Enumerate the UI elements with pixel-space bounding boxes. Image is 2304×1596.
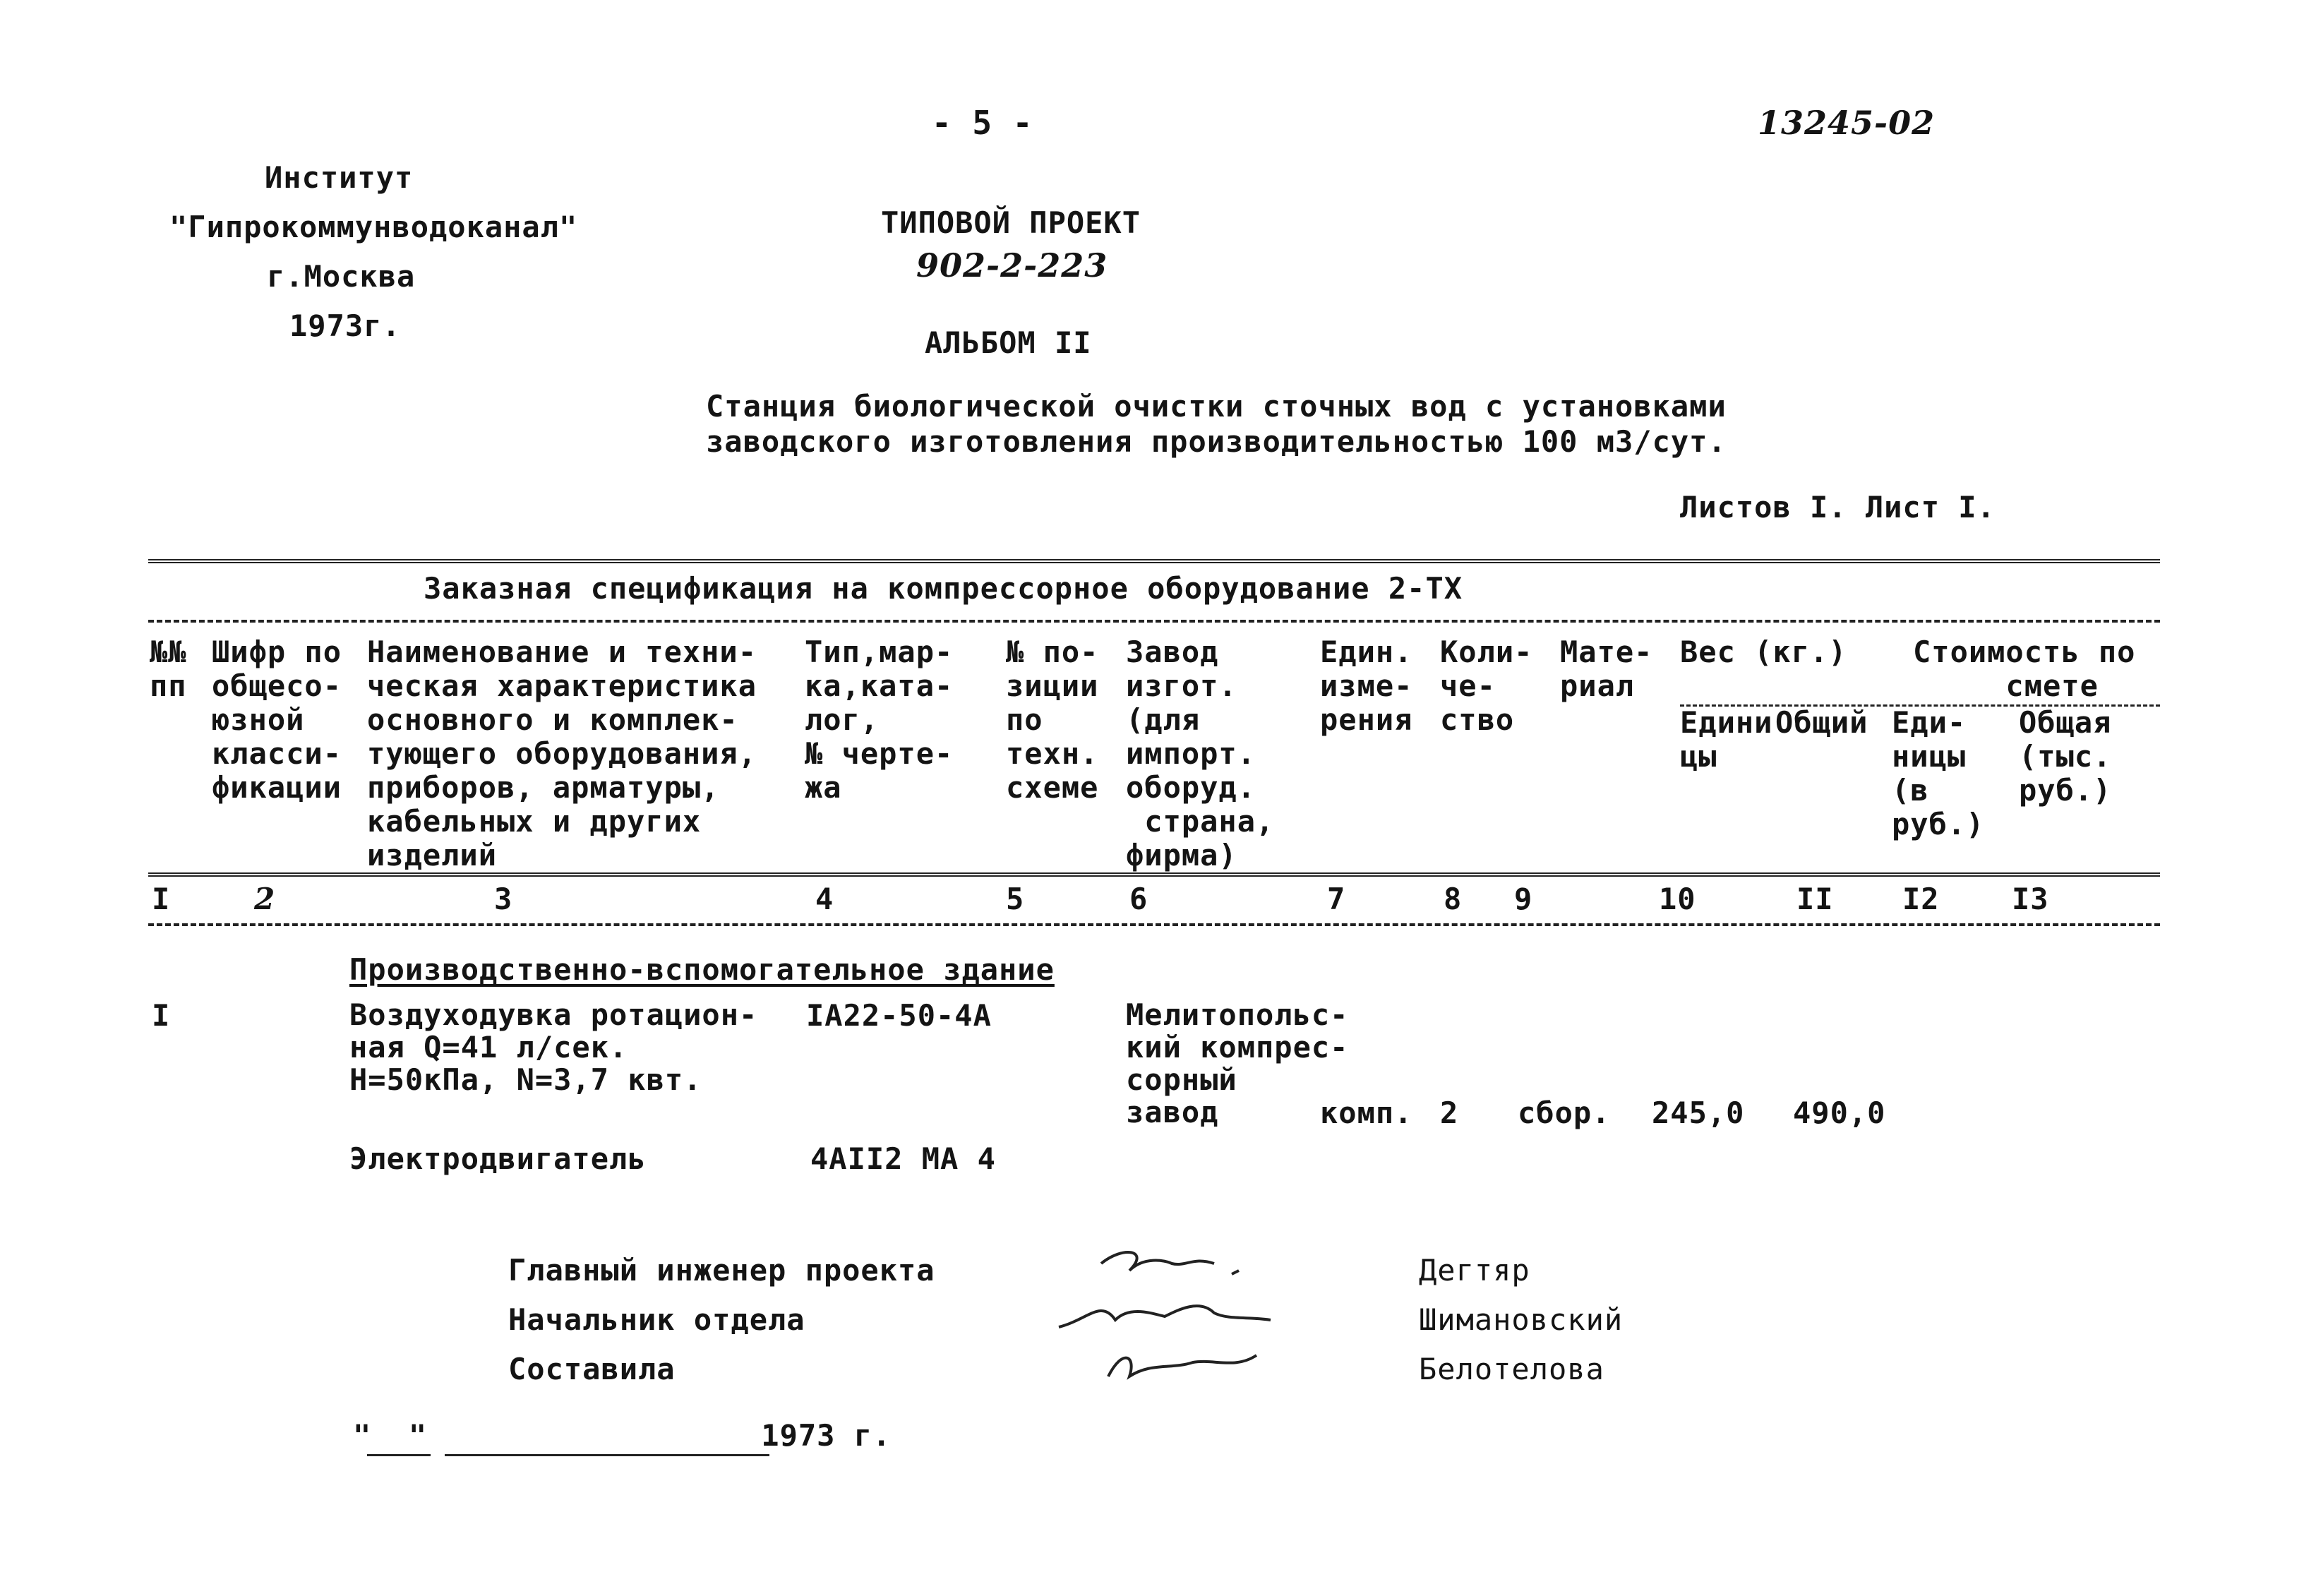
name-chief-engineer: Дегтяр xyxy=(1419,1253,1530,1288)
row-type: IА22-50-4А xyxy=(806,998,992,1033)
date-day-blank xyxy=(367,1454,431,1456)
motor-name: Электродвигатель xyxy=(349,1141,647,1176)
col-number: 10 xyxy=(1659,882,1696,916)
col-header-cost-unit: Еди- ницы (в руб.) xyxy=(1892,705,1985,841)
col-number: 9 xyxy=(1514,882,1533,916)
project-label: ТИПОВОЙ ПРОЕКТ xyxy=(881,205,1141,240)
role-department-head: Начальник отдела xyxy=(508,1302,805,1337)
col-number: 4 xyxy=(815,882,834,916)
name-department-head: Шимановский xyxy=(1419,1302,1624,1337)
row-weight-unit: 245,0 xyxy=(1652,1096,1745,1130)
col-number: 7 xyxy=(1327,882,1346,916)
col-number: I3 xyxy=(2012,882,2049,916)
title-line-1: Станция биологической очистки сточных вод с установками xyxy=(706,389,1727,424)
signature-date: " " 1973 г. xyxy=(353,1418,892,1453)
date-month-blank xyxy=(445,1454,769,1456)
col-number: 3 xyxy=(494,882,513,916)
col-header-name: Наименование и техни- ческая характеристика основного и комплек- тующего оборудования, приборов, арматуры, кабельных и других изделий xyxy=(367,635,757,872)
institute-year: 1973г. xyxy=(289,308,401,343)
sheets-info: Листов I. Лист I. xyxy=(1680,490,1996,524)
institute-label: Институт xyxy=(265,160,414,195)
role-chief-engineer: Главный инженер проекта xyxy=(508,1253,935,1288)
table-top-rule xyxy=(148,559,2160,563)
col-header-weight-unit: Единицы xyxy=(1680,705,1773,774)
title-line-2: заводского изготовления производительностью 100 м3/сут. xyxy=(706,424,1727,459)
col-header-code: Шифр по общесо- юзной класси- фикации xyxy=(212,635,342,805)
col-number: 6 xyxy=(1129,882,1148,916)
row-weight-total: 490,0 xyxy=(1793,1096,1886,1130)
col-header-material: Мате- риал xyxy=(1560,635,1653,703)
row-name: Воздуходувка ротацион- ная Q=41 л/сек. Н=50кПа, N=3,7 квт. xyxy=(349,997,758,1097)
col-header-factory: Завод изгот. (для импорт. оборуд. страна, фирма) xyxy=(1126,635,1275,872)
col-number: 2 xyxy=(254,882,276,916)
col-number: II xyxy=(1796,882,1834,916)
name-compiler: Белотелова xyxy=(1419,1352,1604,1386)
album-label: АЛЬБОМ II xyxy=(925,325,1092,360)
role-compiled-by: Составила xyxy=(508,1352,676,1386)
col-number: 5 xyxy=(1006,882,1025,916)
project-number: 902-2-223 xyxy=(916,246,1108,284)
row-unit: комп. xyxy=(1320,1096,1413,1130)
handwritten-signatures xyxy=(1045,1242,1341,1391)
col-header-position: № по- зиции по техн. схеме xyxy=(1006,635,1099,805)
row-qty: 2 xyxy=(1440,1096,1459,1130)
col-number: 8 xyxy=(1444,882,1463,916)
col-header-type: Тип,мар- ка,ката- лог, № черте- жа xyxy=(805,635,954,805)
col-header-cost: Стоимость по смете xyxy=(1913,635,2136,703)
col-header-unit: Един. изме- рения xyxy=(1320,635,1413,737)
institute-name: "Гипрокоммунводоканал" xyxy=(169,210,578,244)
row-factory: Мелитопольс- кий компрес- сорный завод xyxy=(1126,997,1349,1129)
weight-cost-subrule xyxy=(1680,704,2160,707)
col-number: I xyxy=(152,882,171,916)
col-header-cost-total: Общая (тыс. руб.) xyxy=(2019,705,2112,808)
col-header-qty: Коли- че- ство xyxy=(1440,635,1533,737)
page-number: - 5 - xyxy=(932,104,1033,142)
table-caption: Заказная спецификация на компрессорное оборудование 2-ТХ xyxy=(424,571,1463,606)
col-header-weight-total: Общий xyxy=(1775,705,1868,740)
header-bottom-rule xyxy=(148,872,2160,877)
row-number: I xyxy=(152,998,171,1033)
row-material: сбор. xyxy=(1518,1096,1611,1130)
col-header-weight: Вес (кг.) xyxy=(1680,635,1847,669)
column-number-rule xyxy=(148,923,2160,926)
caption-rule xyxy=(148,620,2160,623)
section-title: Производственно-вспомогательное здание xyxy=(349,952,1055,987)
motor-type: 4АII2 МА 4 xyxy=(810,1141,996,1176)
institute-city: г.Москва xyxy=(267,259,416,294)
document-code: 13245-02 xyxy=(1758,104,1936,142)
col-header-num: №№ пп xyxy=(150,635,187,703)
col-number: I2 xyxy=(1902,882,1940,916)
